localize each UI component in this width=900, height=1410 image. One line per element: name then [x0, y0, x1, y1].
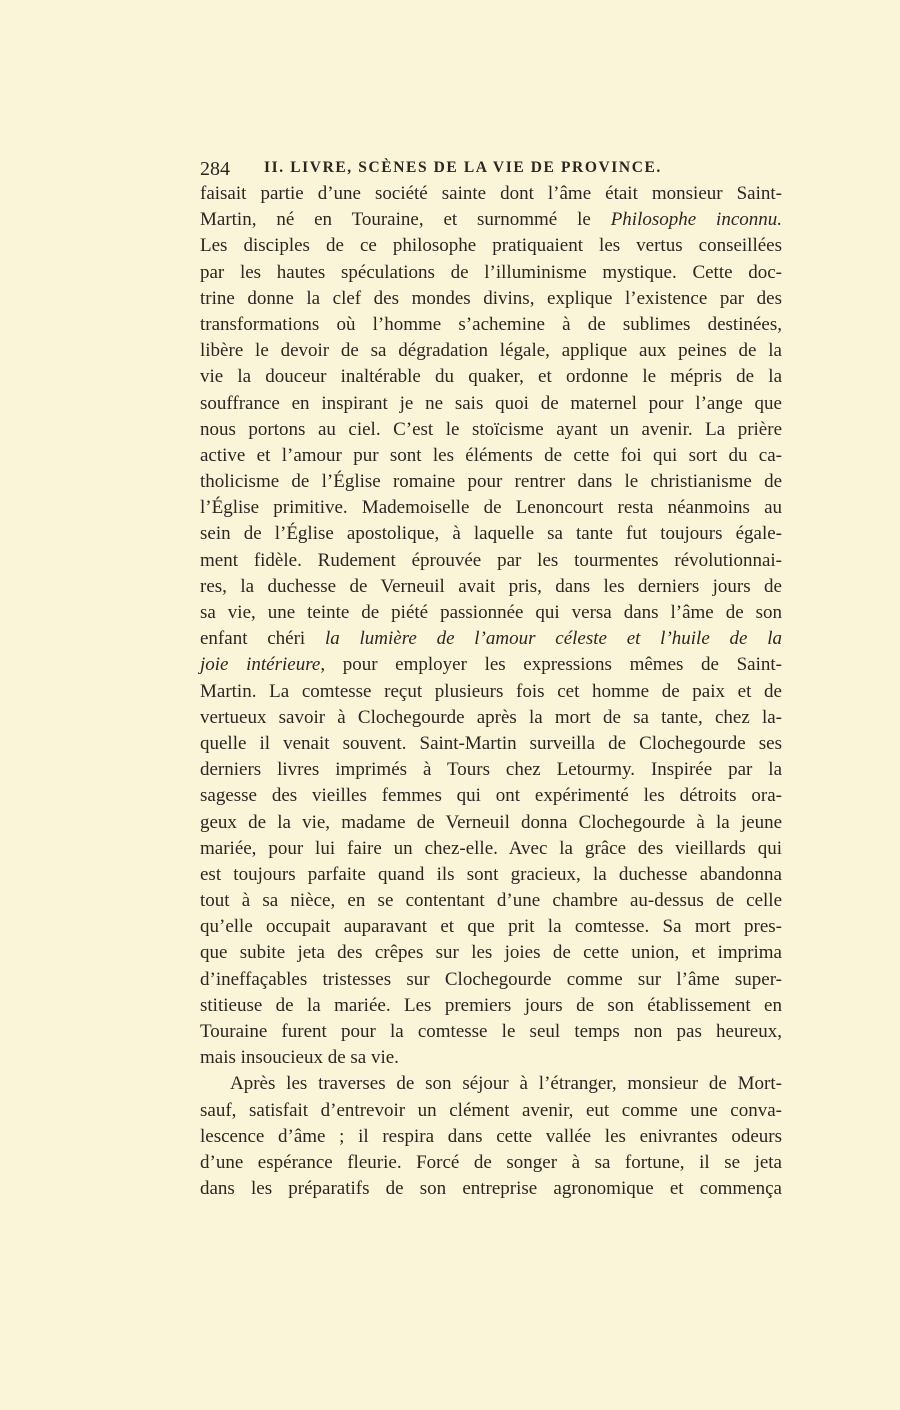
text-run: derniers livres imprimés à Tours chez Letourmy. Inspirée par la: [200, 759, 782, 781]
italic-phrase: la lumière de l’amour céleste et l’huile de la: [324, 628, 782, 650]
text-run: vie la douceur inaltérable du quaker, et ordonne le mépris de la: [200, 366, 782, 388]
text-line: [200, 914, 782, 940]
text-run: transformations où l’homme s’achemine à de sublimes destinées,: [200, 313, 782, 335]
text-run: Martin. La comtesse reçut plusieurs fois cet homme de paix et de: [200, 680, 782, 702]
running-title: II. LIVRE, SCÈNES DE LA VIE DE PROVINCE.: [264, 159, 662, 176]
text-run: sagesse des vieilles femmes qui ont expérimenté les détroits ora-: [200, 785, 782, 807]
text-run: sein de l’Église apostolique, à laquelle sa tante fut toujours égale-: [200, 523, 782, 545]
text-line: [200, 233, 782, 259]
text-run: libère le devoir de sa dégradation légale, applique aux peines de la: [200, 340, 782, 362]
text-run: , pour employer les expressions mêmes de Saint-: [320, 654, 782, 676]
text-line: [200, 495, 782, 521]
text-line: [200, 810, 782, 836]
text-line: [200, 993, 782, 1019]
text-run: mariée, pour lui faire un chez-elle. Avec la grâce des vieillards qui: [200, 837, 782, 859]
italic-phrase: joie intérieure: [200, 654, 321, 676]
text-line: [200, 469, 782, 495]
text-line: [200, 260, 782, 286]
text-run: d’une espérance fleurie. Forcé de songer à sa fortune, il se jeta: [200, 1151, 782, 1173]
text-line: [200, 940, 782, 966]
text-line: [200, 679, 782, 705]
text-run: ment fidèle. Rudement éprouvée par les tourmentes révolutionnai-: [200, 549, 782, 571]
text-run: active et l’amour pur sont les éléments de cette foi qui sort du ca-: [200, 444, 782, 466]
text-line: [200, 548, 782, 574]
text-line: [200, 705, 782, 731]
text-line: [200, 1019, 782, 1045]
text-line: [200, 574, 782, 600]
italic-phrase: Philosophe inconnu.: [610, 209, 783, 231]
text-line: [200, 207, 782, 233]
text-run: Martin, né en Touraine, et surnommé le: [200, 209, 611, 231]
text-run: lescence d’âme ; il respira dans cette vallée les enivrantes odeurs: [200, 1125, 782, 1147]
text-run: sauf, satisfait d’entrevoir un clément avenir, eut comme une conva-: [200, 1099, 782, 1121]
text-line: [200, 312, 782, 338]
text-line: [200, 286, 782, 312]
text-run: tholicisme de l’Église romaine pour rentrer dans le christianisme de: [200, 471, 782, 493]
text-line: [200, 1176, 782, 1202]
text-line: [200, 783, 782, 809]
text-run: d’ineffaçables tristesses sur Clochegourde comme sur l’âme super-: [200, 968, 782, 990]
text-run: tout à sa nièce, en se contentant d’une chambre au-dessus de celle: [200, 890, 782, 912]
text-line: [200, 1150, 782, 1176]
text-line: [200, 1071, 782, 1097]
text-run: Après les traverses de son séjour à l’étranger, monsieur de Mort-: [230, 1073, 782, 1095]
page-number: 284: [200, 158, 230, 180]
text-line: [200, 836, 782, 862]
text-line: [200, 417, 782, 443]
text-line: [200, 364, 782, 390]
text-run: trine donne la clef des mondes divins, explique l’existence par des: [200, 287, 782, 309]
body-text: [200, 181, 782, 1202]
text-run: est toujours parfaite quand ils sont gracieux, la duchesse abandonna: [200, 863, 782, 885]
text-line: [200, 862, 782, 888]
text-run: Les disciples de ce philosophe pratiquaient les vertus conseillées: [200, 235, 782, 257]
text-run: Touraine furent pour la comtesse le seul temps non pas heureux,: [200, 1021, 782, 1042]
text-run: quelle il venait souvent. Saint-Martin surveilla de Clochegourde ses: [200, 732, 782, 754]
text-run: dans les préparatifs de son entreprise agronomique et commença: [200, 1178, 782, 1200]
text-run: nous portons au ciel. C’est le stoïcisme ayant un avenir. La prière: [200, 418, 782, 440]
text-run: mais insoucieux de sa vie.: [200, 1047, 399, 1069]
text-run: faisait partie d’une société sainte dont l’âme était monsieur Saint-: [200, 183, 782, 204]
text-line: [200, 391, 782, 417]
text-run: vertueux savoir à Clochegourde après la mort de sa tante, chez la-: [200, 706, 782, 728]
text-line: [200, 967, 782, 993]
text-line: [200, 757, 782, 783]
text-run: par les hautes spéculations de l’illuminisme mystique. Cette doc-: [200, 261, 782, 283]
text-line: [200, 652, 782, 678]
text-line: [200, 338, 782, 364]
text-run: stitieuse de la mariée. Les premiers jours de son établissement en: [200, 994, 782, 1016]
text-line: [200, 888, 782, 914]
text-run: que subite jeta des crêpes sur les joies de cette union, et imprima: [200, 942, 782, 964]
text-run: enfant chéri: [200, 628, 325, 650]
text-line: [200, 731, 782, 757]
text-line: [200, 443, 782, 469]
text-line: [200, 1045, 782, 1071]
text-run: souffrance en inspirant je ne sais quoi de maternel pour l’ange que: [200, 392, 782, 414]
text-line: [200, 600, 782, 626]
text-line: [200, 521, 782, 547]
text-run: l’Église primitive. Mademoiselle de Lenoncourt resta néanmoins au: [200, 497, 782, 519]
text-line: [200, 626, 782, 652]
text-line: [200, 181, 782, 207]
text-run: sa vie, une teinte de piété passionnée qui versa dans l’âme de son: [200, 602, 782, 623]
text-line: [200, 1124, 782, 1150]
text-run: geux de la vie, madame de Verneuil donna Clochegourde à la jeune: [200, 811, 782, 833]
text-run: qu’elle occupait auparavant et que prit la comtesse. Sa mort pres-: [200, 916, 782, 938]
text-run: res, la duchesse de Verneuil avait pris, dans les derniers jours de: [200, 575, 782, 597]
text-line: [200, 1098, 782, 1124]
